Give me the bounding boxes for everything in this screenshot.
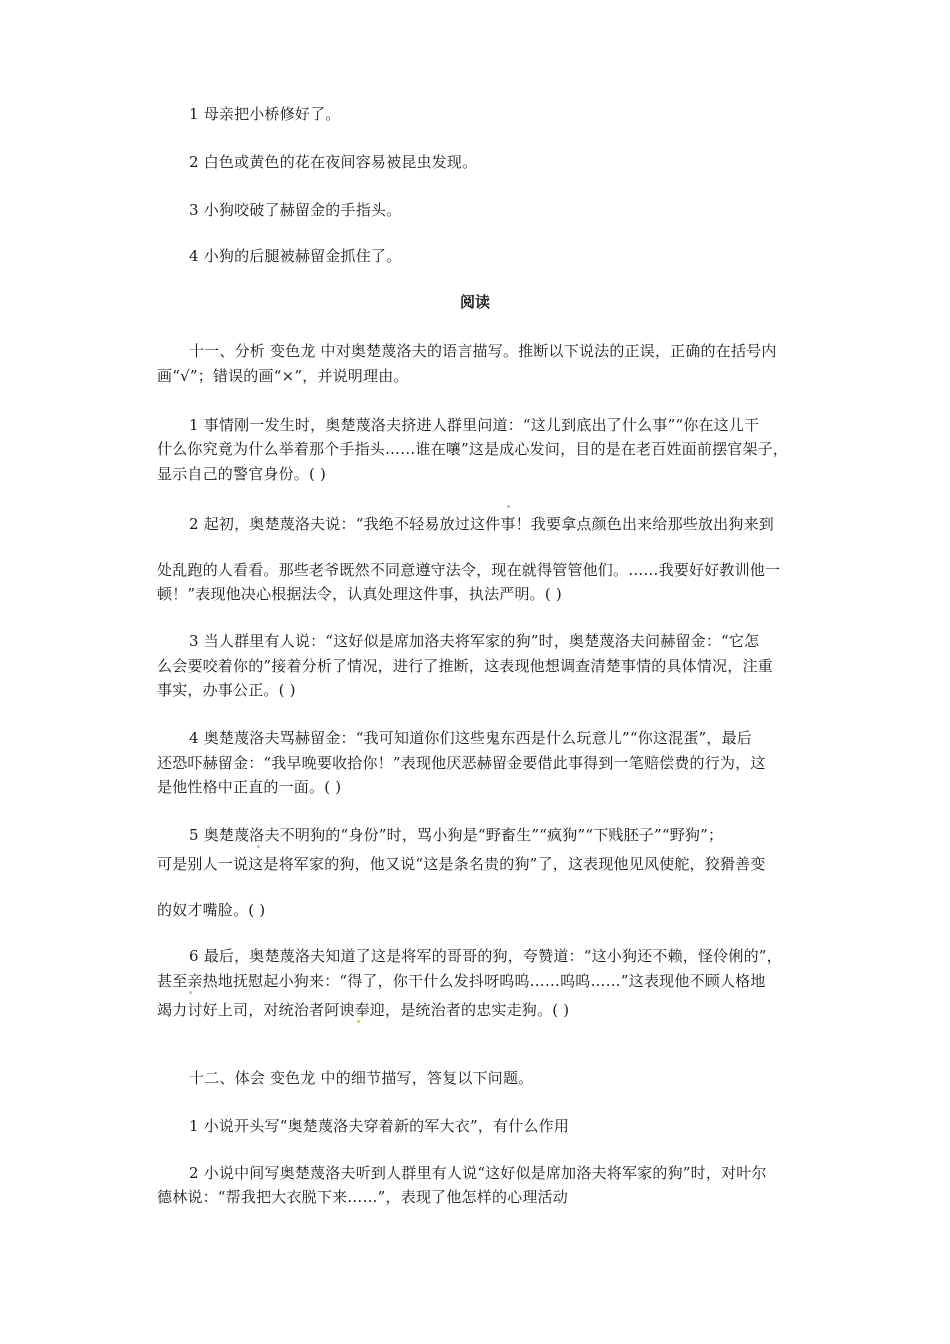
list-item: 2 白色或黄色的花在夜间容易被昆虫发现。	[189, 153, 478, 171]
item-2-line: 顿！”表现他决心根据法令，认真处理这件事，执法严明。( )	[157, 585, 562, 603]
item-3-line: 么会要咬着你的”接着分析了情况，进行了推断，这表现他想调查清楚事情的具体情况，注重	[157, 657, 773, 675]
item-2-line: 2 起初，奥楚蔑洛夫说：“我绝不轻易放过这件事！我要拿点颜色出来给那些放出狗来到	[189, 515, 774, 533]
item-6-line: 6 最后，奥楚蔑洛夫知道了这是将军的哥哥的狗，夸赞道：“这小狗还不赖，怪伶俐的”，	[189, 947, 782, 965]
item-3-line: 3 当人群里有人说：“这好似是席加洛夫将军家的狗”时，奥楚蔑洛夫问赫留金：“它怎	[189, 632, 760, 650]
stray-mark	[257, 845, 260, 848]
item-5-line: 的奴才嘴脸。( )	[157, 901, 266, 919]
section-heading: 阅读	[459, 293, 490, 311]
item-3-line: 事实，办事公正。( )	[157, 681, 296, 699]
item-2-line: 处乱跑的人看看。那些老爷既然不同意遵守法令，现在就得管管他们。……我要好好教训他一	[157, 561, 781, 579]
question-11-line: 画“√”；错误的画“×”，并说明理由。	[157, 367, 409, 385]
item-5-line: 5 奥楚蔑洛夫不明狗的“身份”时，骂小狗是“野畜生”“疯狗”“下贱胚子”“野狗”；	[189, 826, 724, 844]
item-1-line: 显示自己的警官身份。( )	[157, 465, 327, 483]
item-4-line: 还恐吓赫留金：“我早晚要收拾你！”表现他厌恶赫留金要借此事得到一笔赔偿费的行为，这	[157, 754, 766, 772]
question-11-line: 十一、分析 变色龙 中对奥楚蔑洛夫的语言描写。推断以下说法的正误，正确的在括号内	[189, 342, 777, 360]
question-12-item: 1 小说开头写“奥楚蔑洛夫穿着新的军大衣”，有什么作用	[189, 1117, 570, 1135]
item-6-line: 甚至亲热地抚慰起小狗来：“得了，你干什么发抖呀呜呜……呜呜……”这表现他不顾人格地	[157, 972, 766, 990]
item-4-line: 是他性格中正直的一面。( )	[157, 778, 342, 796]
item-1-line: 1 事情刚一发生时，奥楚蔑洛夫挤进人群里问道：“这儿到底出了什么事”“你在这儿干	[189, 416, 760, 434]
question-12-line: 十二、体会 变色龙 中的细节描写，答复以下问题。	[189, 1069, 534, 1087]
item-5-line: 可是别人一说这是将军家的狗，他又说“这是条名贵的狗”了，这表现他见风使舵，狡猾善变	[157, 855, 766, 873]
item-6-line: 竭力讨好上司，对统治者阿谀奉迎，是统治者的忠实走狗。( )	[157, 1001, 570, 1019]
stray-mark	[189, 991, 192, 994]
list-item: 3 小狗咬破了赫留金的手指头。	[189, 201, 402, 219]
item-4-line: 4 奥楚蔑洛夫骂赫留金：“我可知道你们这些鬼东西是什么玩意儿”“你这混蛋”，最后	[189, 729, 752, 747]
stray-mark	[507, 505, 510, 508]
list-item: 1 母亲把小桥修好了。	[189, 105, 341, 123]
stray-mark	[357, 1020, 360, 1023]
list-item: 4 小狗的后腿被赫留金抓住了。	[189, 247, 402, 265]
item-1-line: 什么你究竟为什么举着那个手指头……谁在嚷”这是成心发问，目的是在老百姓面前摆官架子，	[157, 440, 789, 458]
question-12-item: 2 小说中间写奥楚蔑洛夫听到人群里有人说“这好似是席加洛夫将军家的狗”时，对叶尔	[189, 1164, 767, 1182]
question-12-item: 德林说：“帮我把大衣脱下来……”，表现了他怎样的心理活动	[157, 1188, 568, 1206]
